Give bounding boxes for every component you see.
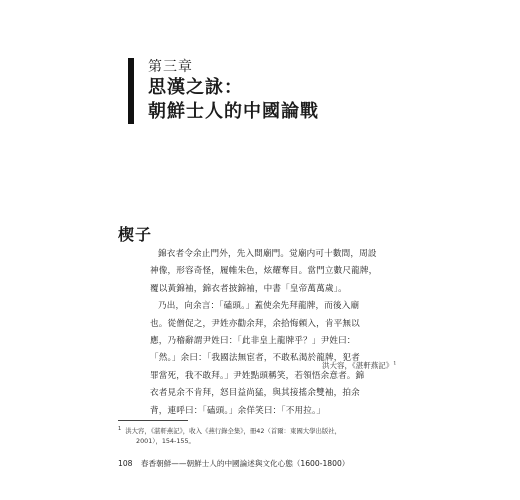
section-heading: 楔子 [118,225,153,244]
passage-attribution [322,360,396,371]
running-title: 春香朝鮮——朝鮮士人的中國論述與文化心態（1600-1800） [140,459,350,468]
passage-line: 錦衣者令余止門外，先入間廟門。觉廟内可十數間，周設 [158,249,377,259]
footnote-line [118,424,358,436]
passage-line: 應，乃稽辭謂尹姓曰：「此非皇上龍牌乎？」尹姓曰： [150,336,356,347]
passage-line: 「然。」余曰：「我國法無宦者，不敢私渴於龍牌，犯者 [150,353,360,364]
chapter-title-line-1: 思漢之詠： [148,77,243,98]
chapter-text [148,58,319,124]
footnote [118,424,358,446]
passage-line: 衣者見余不肯拜，怒目益尚猛，與其接搖余雙袖，拍余 [150,388,360,399]
page-number: 108 [118,459,133,468]
passage-line: 也。從僧促之，尹姓亦勸余拜，余拾悔頼入，肯平無以 [150,318,360,329]
passage-line: 乃出，向余言：「磕頭。」蓋使余先拜龍牌，而後入廟 [158,301,360,312]
footnote-marker: 1 [118,426,122,432]
footnote-line-cont: 2001），154-155。 [136,437,195,446]
chapter-title-line-2: 朝鮮士人的中國論戰 [148,101,319,122]
passage-line: 覆以黃錦袖，錦衣者披錦袖，中書「皇帝萬萬歲」。 [150,283,347,294]
chapter-label: 第三章 [148,59,193,75]
passage-line: 背，連呼曰：「磕頭。」余佯笑曰：「不用拉。」 [150,405,326,416]
passage-line: 罪當死，我不敢拜。」尹姓點頭稱笑，若領悟余意者。錦 [150,370,365,381]
footnote-text: 洪大容，《湛軒燕記》，收入《燕行錄全集》，冊42（首爾：東國大學出版社， [125,427,342,436]
attribution-text: 洪大容，《湛軒燕記》 [322,361,394,370]
chapter-bar [128,58,134,124]
quoted-passage [150,246,470,420]
passage-line: 神像，形容奇怪，履帷朱色，炫耀奪目。當門立數尺龍牌， [150,266,378,277]
footnote-divider [118,420,188,421]
footnote-reference[interactable]: 1 [393,360,397,367]
page-footer [118,458,349,469]
